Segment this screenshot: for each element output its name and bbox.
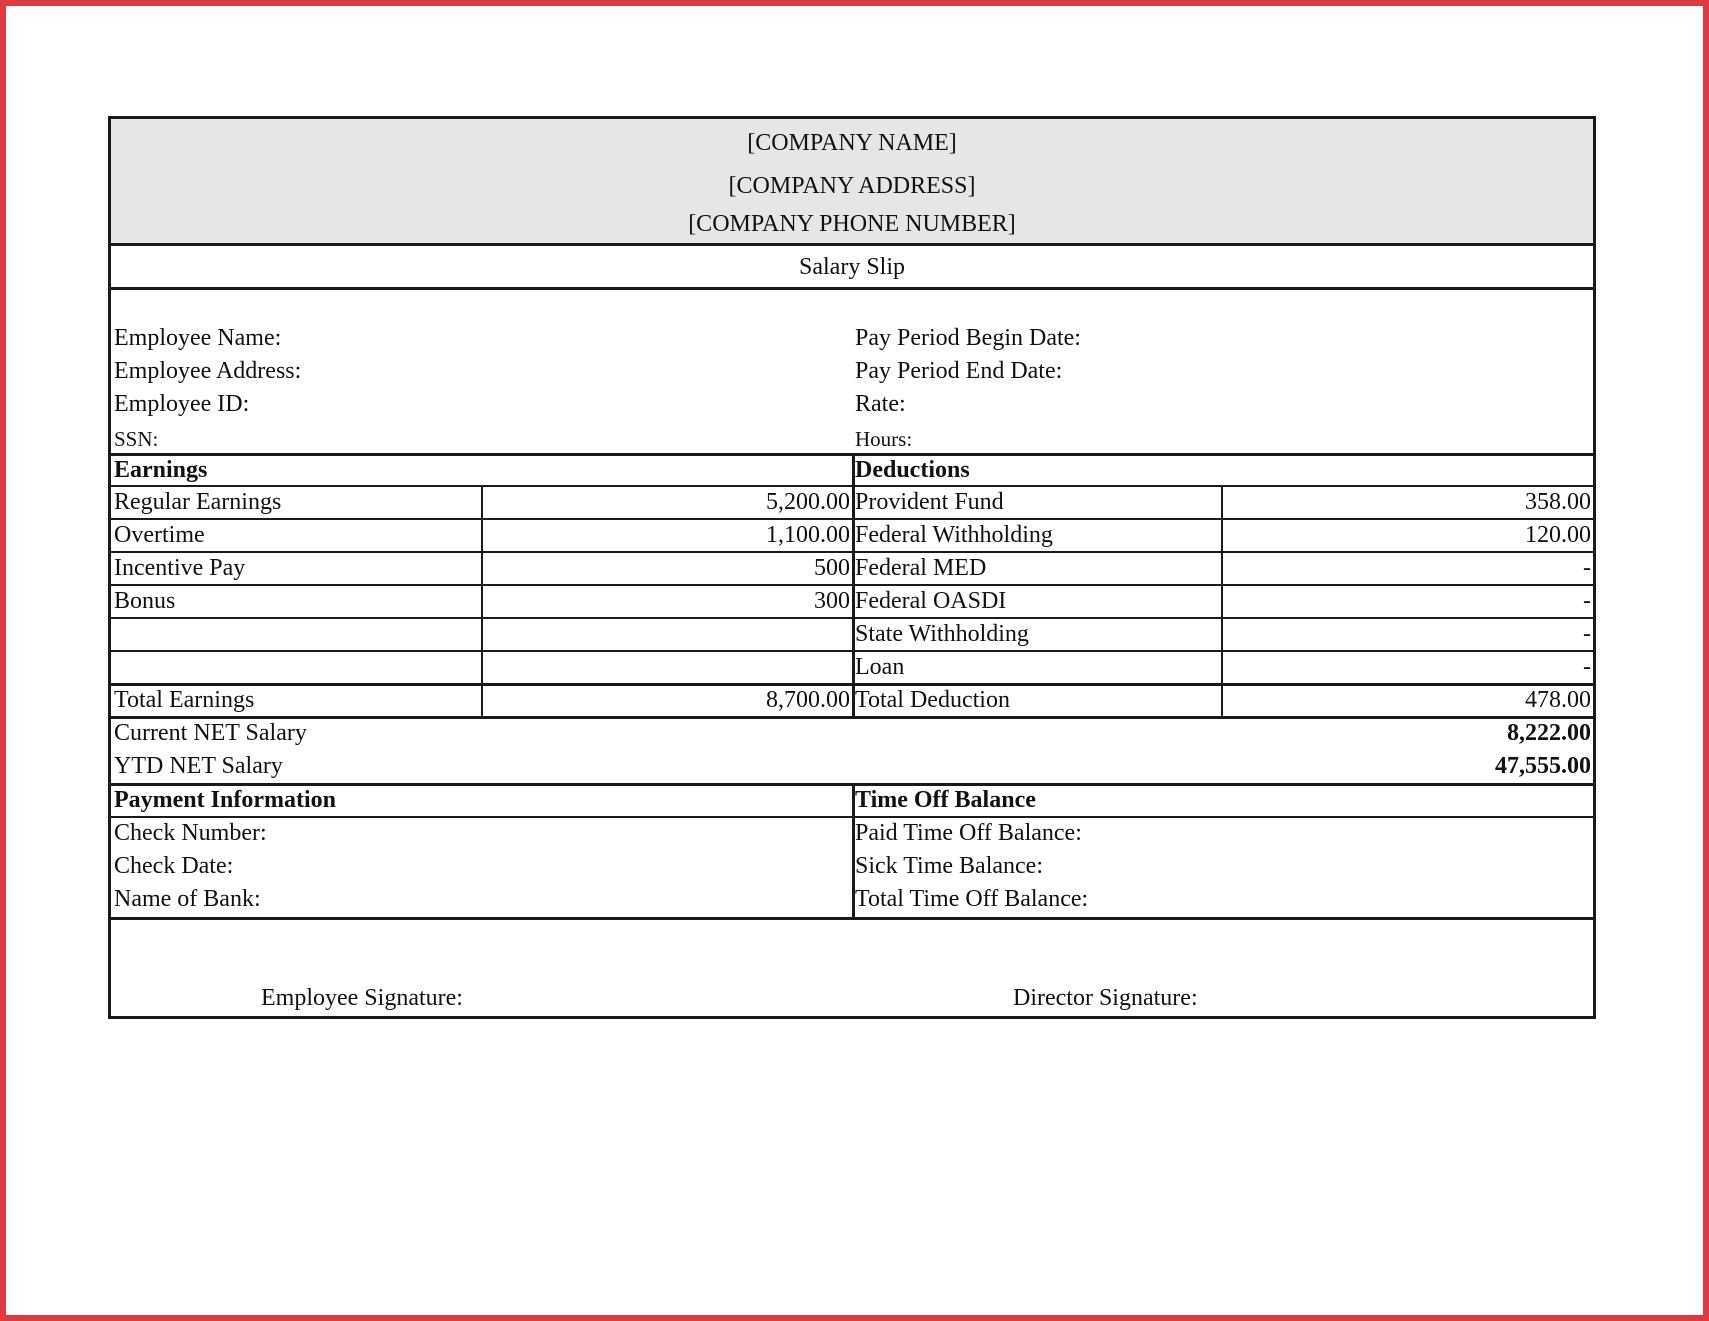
deduction-label: Federal OASDI [855, 588, 1007, 614]
time-off-balance-heading: Time Off Balance [855, 787, 1036, 813]
earnings-label: Incentive Pay [114, 555, 246, 581]
column-divider [852, 683, 855, 716]
company-name: [COMPANY NAME] [747, 130, 957, 156]
earnings-amount: 5,200.00 [766, 489, 850, 515]
deduction-amount: - [1583, 588, 1591, 614]
deduction-amount: 120.00 [1525, 522, 1591, 548]
earnings-heading: Earnings [114, 457, 208, 483]
total-deduction-amount: 478.00 [1525, 687, 1591, 713]
column-divider [481, 485, 483, 685]
earnings-amount: 1,100.00 [766, 522, 850, 548]
deduction-label: Loan [855, 654, 905, 680]
current-net-salary-label: Current NET Salary [114, 720, 307, 746]
divider [111, 917, 1593, 920]
employee-id-label: Employee ID: [114, 391, 250, 417]
total-time-off-label: Total Time Off Balance: [855, 886, 1089, 912]
deduction-amount: - [1583, 654, 1591, 680]
company-phone: [COMPANY PHONE NUMBER] [688, 211, 1016, 237]
deductions-heading: Deductions [855, 457, 970, 483]
divider [111, 816, 1593, 818]
earnings-amount: 300 [814, 588, 850, 614]
earnings-amount: 500 [814, 555, 850, 581]
divider [111, 287, 1593, 290]
ytd-net-salary-value: 47,555.00 [1495, 753, 1591, 779]
deduction-amount: - [1583, 555, 1591, 581]
ssn-label: SSN: [114, 427, 159, 451]
deduction-label: Federal MED [855, 555, 987, 581]
column-divider [1221, 485, 1223, 685]
total-deduction-label: Total Deduction [855, 687, 1010, 713]
total-earnings-amount: 8,700.00 [766, 687, 850, 713]
total-earnings-label: Total Earnings [114, 687, 255, 713]
employee-address-label: Employee Address: [114, 358, 302, 384]
deduction-label: Federal Withholding [855, 522, 1053, 548]
earnings-label: Regular Earnings [114, 489, 282, 515]
employee-name-label: Employee Name: [114, 325, 282, 351]
director-signature-label: Director Signature: [1013, 985, 1198, 1011]
rate-label: Rate: [855, 391, 906, 417]
divider [111, 243, 1593, 246]
current-net-salary-value: 8,222.00 [1507, 720, 1591, 746]
column-divider [1221, 683, 1223, 716]
earnings-label: Overtime [114, 522, 205, 548]
salary-slip [108, 116, 1596, 1019]
ytd-net-salary-label: YTD NET Salary [114, 753, 283, 779]
payment-information-heading: Payment Information [114, 787, 336, 813]
bank-name-label: Name of Bank: [114, 886, 261, 912]
employee-signature-label: Employee Signature: [261, 985, 463, 1011]
earnings-label: Bonus [114, 588, 176, 614]
paid-time-off-label: Paid Time Off Balance: [855, 820, 1082, 846]
column-divider [481, 683, 483, 716]
company-address: [COMPANY ADDRESS] [728, 173, 976, 199]
slip-title: Salary Slip [799, 254, 905, 280]
deduction-label: State Withholding [855, 621, 1029, 647]
deduction-amount: 358.00 [1525, 489, 1591, 515]
deduction-amount: - [1583, 621, 1591, 647]
sick-time-label: Sick Time Balance: [855, 853, 1043, 879]
deduction-label: Provident Fund [855, 489, 1004, 515]
check-date-label: Check Date: [114, 853, 234, 879]
pay-period-begin-label: Pay Period Begin Date: [855, 325, 1081, 351]
hours-label: Hours: [855, 427, 913, 451]
check-number-label: Check Number: [114, 820, 267, 846]
pay-period-end-label: Pay Period End Date: [855, 358, 1063, 384]
